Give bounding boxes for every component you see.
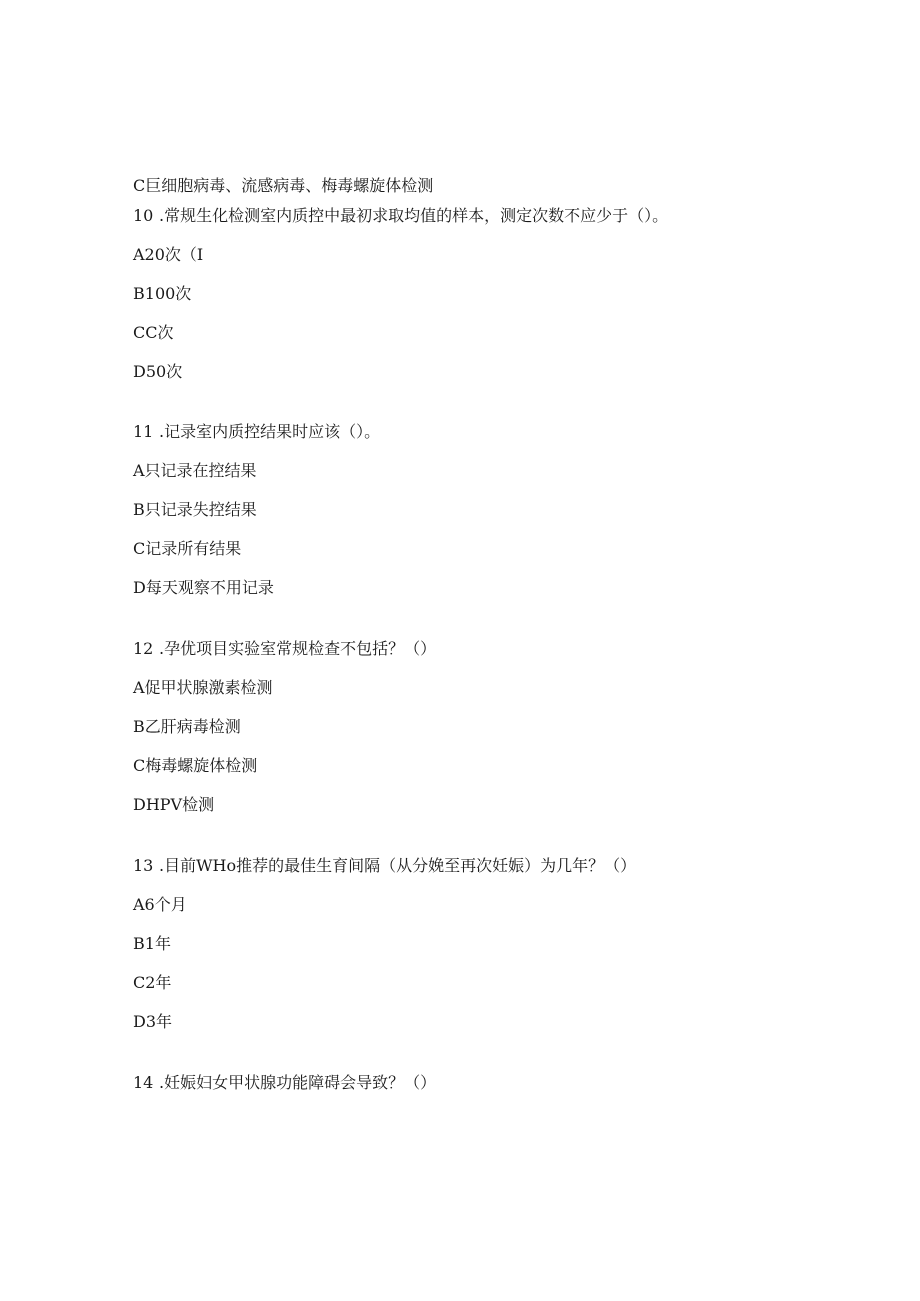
q12-option-c: C梅毒螺旋体检测 xyxy=(133,756,258,775)
question-14 xyxy=(133,1073,436,1093)
q11-option-c: C记录所有结果 xyxy=(133,539,242,558)
question-text: .妊娠妇女甲状腺功能障碍会导致？（） xyxy=(159,1073,437,1092)
q12-option-d: DHPV检测 xyxy=(133,795,215,814)
q12-option-b: B乙肝病毒检测 xyxy=(133,717,241,736)
question-10 xyxy=(133,206,668,226)
question-number: 12 xyxy=(133,639,154,658)
q10-option-d: D50次 xyxy=(133,362,183,381)
option-c-prev-question: C巨细胞病毒、流感病毒、梅毒螺旋体检测 xyxy=(133,176,434,195)
q11-option-b: B只记录失控结果 xyxy=(133,500,257,519)
q10-option-a: A20次（I xyxy=(133,245,204,264)
q11-option-d: D每天观察不用记录 xyxy=(133,578,274,597)
q13-option-d: D3年 xyxy=(133,1012,173,1031)
question-number: 13 xyxy=(133,856,154,875)
q13-option-b: B1年 xyxy=(133,934,171,953)
question-text: .孕优项目实验室常规检查不包括？（） xyxy=(159,639,437,658)
question-number: 10 xyxy=(133,206,154,225)
question-12 xyxy=(133,639,436,659)
question-13 xyxy=(133,856,636,876)
question-text: .记录室内质控结果时应该（）。 xyxy=(159,422,381,441)
question-text: .常规生化检测室内质控中最初求取均值的样本，测定次数不应少于（）。 xyxy=(159,206,669,225)
q10-option-c: CC次 xyxy=(133,323,174,342)
question-number: 11 xyxy=(133,422,154,441)
q13-option-c: C2年 xyxy=(133,973,172,992)
q11-option-a: A只记录在控结果 xyxy=(133,461,257,480)
question-11 xyxy=(133,422,380,442)
question-number: 14 xyxy=(133,1073,154,1092)
question-text: .目前WHo推荐的最佳生育间隔（从分娩至再次妊娠）为几年？（） xyxy=(159,856,637,875)
q13-option-a: A6个月 xyxy=(133,895,187,914)
q12-option-a: A促甲状腺激素检测 xyxy=(133,678,273,697)
q10-option-b: B100次 xyxy=(133,284,192,303)
